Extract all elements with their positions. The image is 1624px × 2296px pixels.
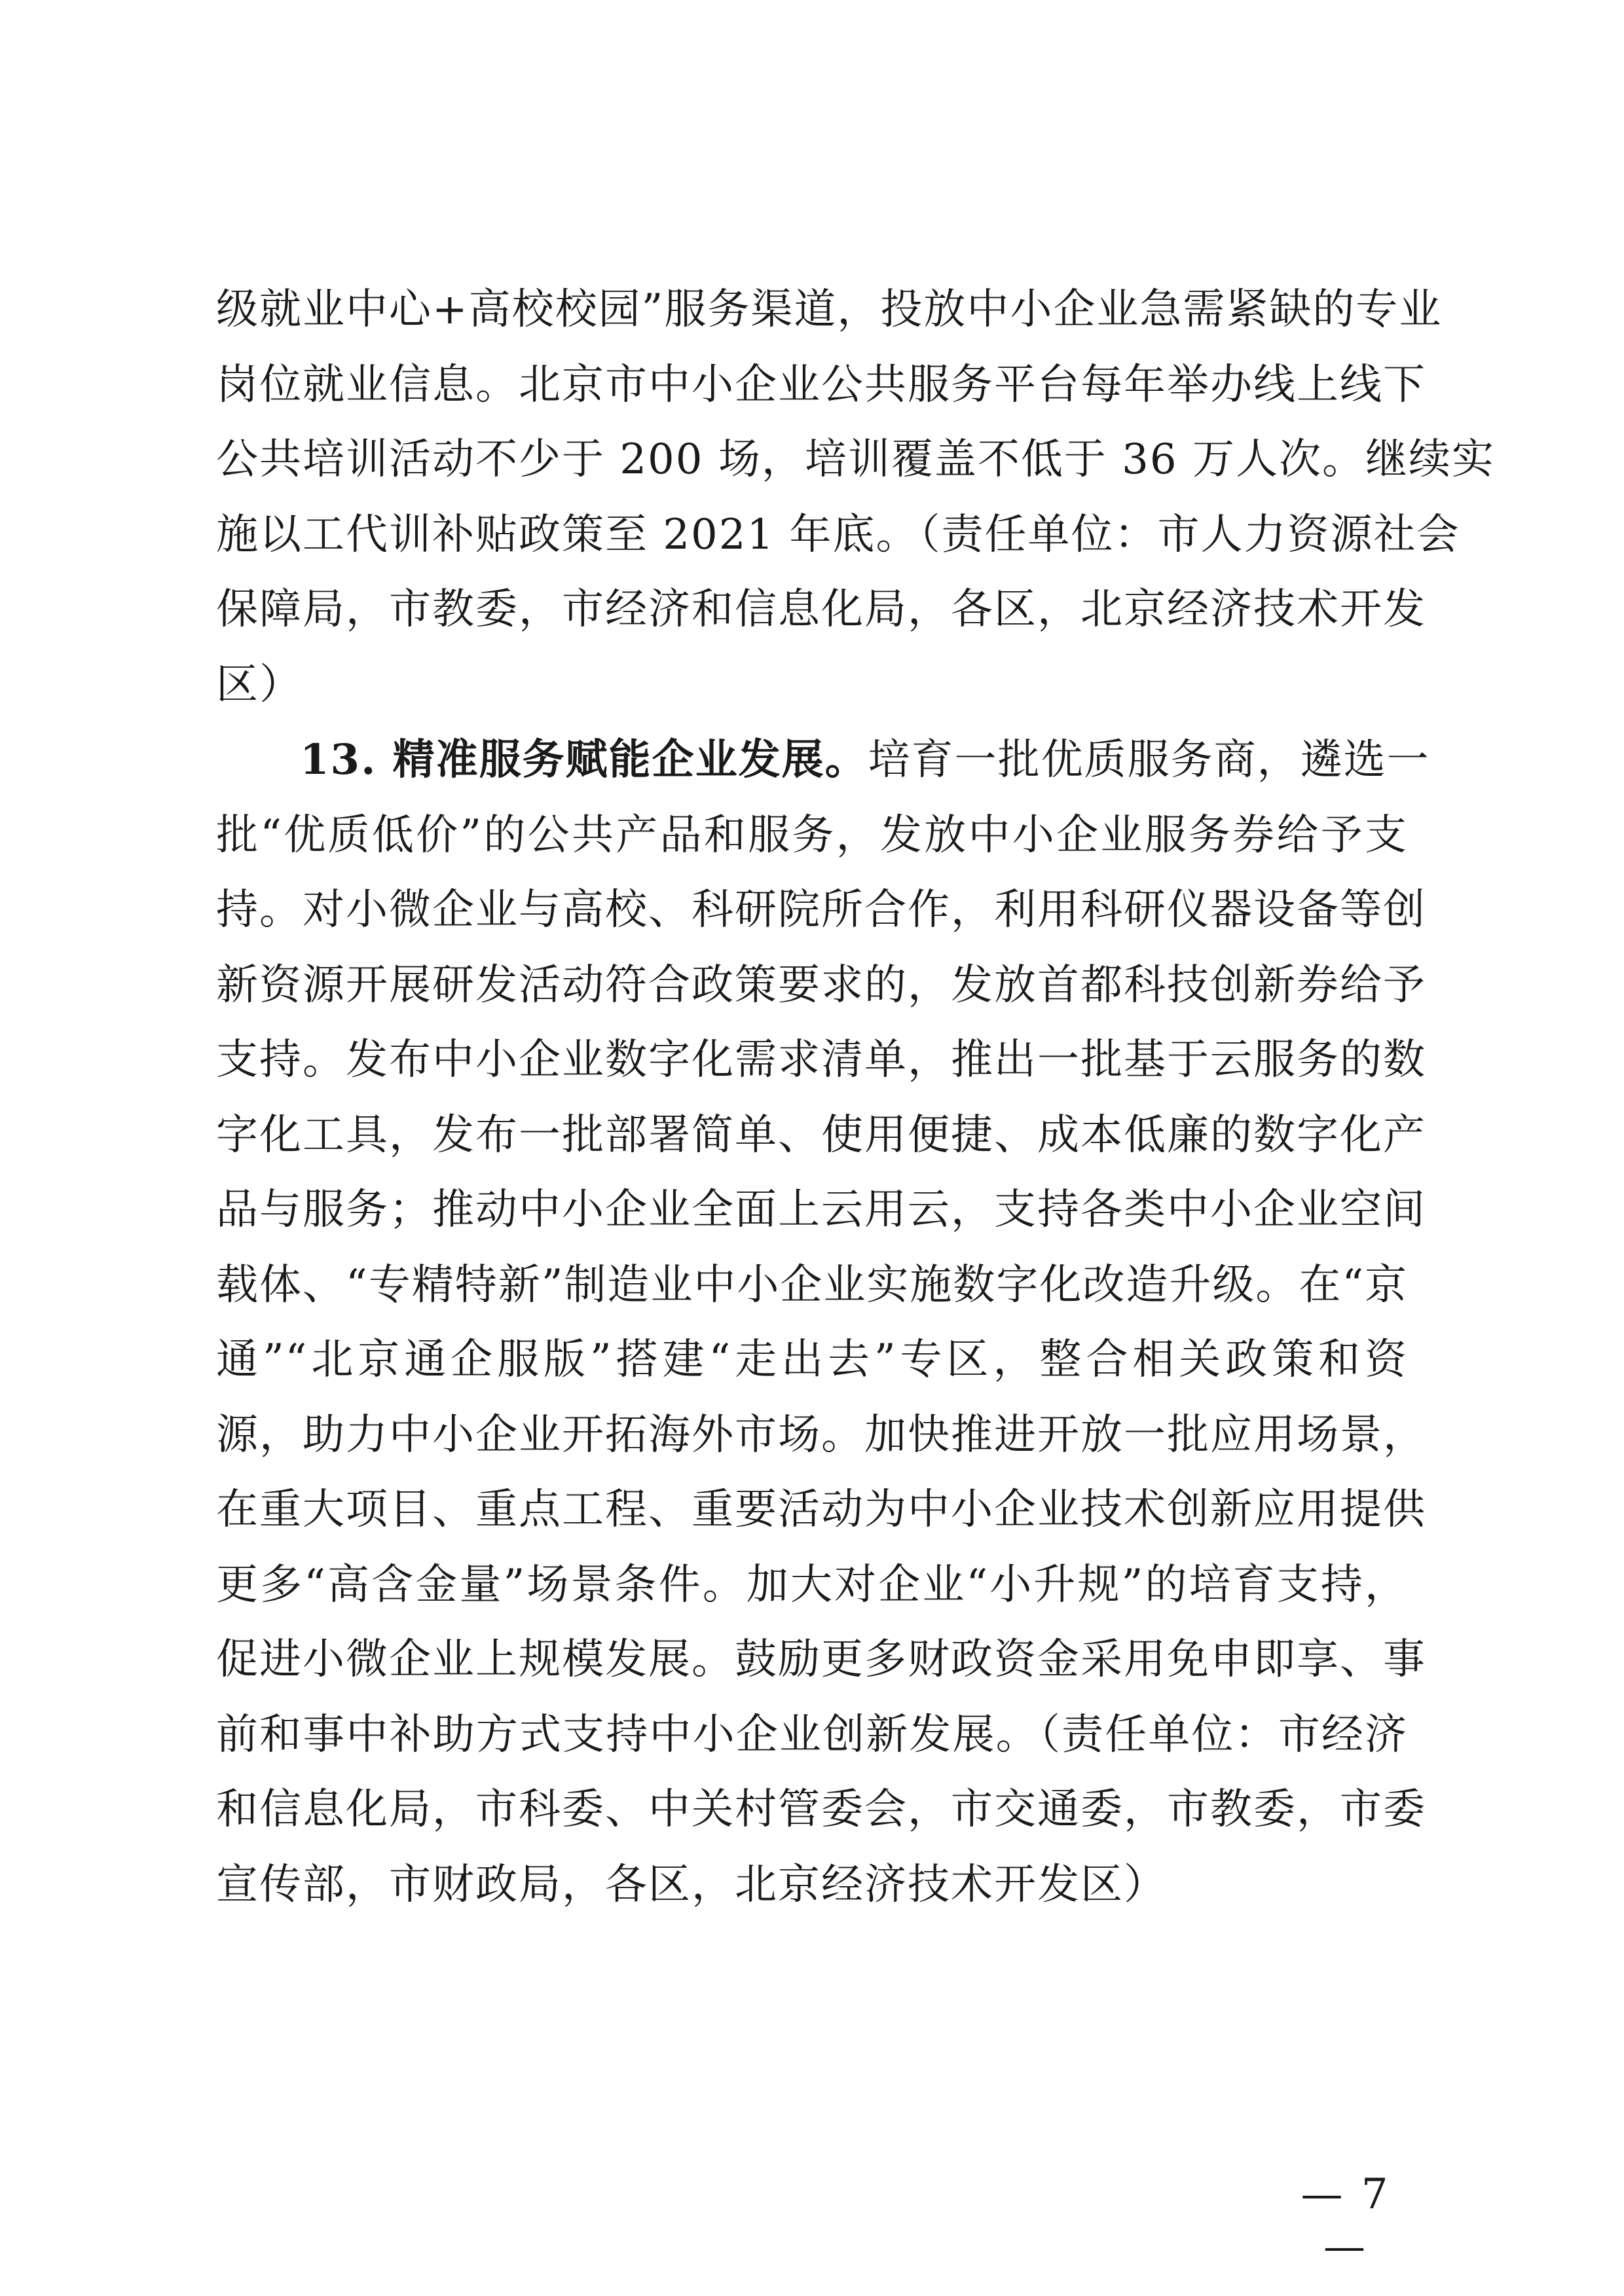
paragraph-continuation	[216, 272, 1495, 722]
text-line: 批“优质低价”的公共产品和服务，发放中小企业服务券给予支	[216, 811, 1408, 860]
text-line: 更多“高含金量”场景条件。加大对企业“小升规”的培育支持，	[216, 1560, 1408, 1609]
text-line: 品与服务；推动中小企业全面上云用云，支持各类中小企业空间	[216, 1186, 1426, 1234]
text-line: 保障局，市教委，市经济和信息化局，各区，北京经济技术开发	[216, 585, 1426, 634]
text-line: 在重大项目、重点工程、重要活动为中小企业技术创新应用提供	[216, 1485, 1426, 1534]
text-line: 级就业中心+高校校园”服务渠道，投放中小企业急需紧缺的专业	[216, 285, 1443, 334]
text-line: 持。对小微企业与高校、科研院所合作，利用科研仪器设备等创	[216, 886, 1426, 934]
text-line: 前和事中补助方式支持中小企业创新发展。（责任单位：市经济	[216, 1710, 1408, 1759]
text-line: 源，助力中小企业开拓海外市场。加快推进开放一批应用场景，	[216, 1410, 1426, 1459]
text-segment: 培育一批优质服务商，遴选一	[868, 736, 1430, 784]
text-line: 新资源开展研发活动符合政策要求的，发放首都科技创新券给予	[216, 960, 1426, 1010]
text-line: 支持。发布中小企业数字化需求清单，推出一批基于云服务的数	[216, 1036, 1426, 1084]
page-number: — 7 —	[1301, 2170, 1391, 2271]
text-line: 和信息化局，市科委、中关村管委会，市交通委，市教委，市委	[216, 1785, 1426, 1834]
text-line: 施以工代训补贴政策至 2021 年底。（责任单位：市人力资源社会	[216, 510, 1460, 559]
text-line: 公共培训活动不少于 200 场，培训覆盖不低于 36 万人次。继续实	[216, 435, 1495, 484]
text-line: 字化工具，发布一批部署简单、使用便捷、成本低廉的数字化产	[216, 1110, 1426, 1159]
paragraph-13	[216, 723, 1430, 1922]
text-line: 宣传部，市财政局，各区，北京经济技术开发区）	[216, 1860, 1167, 1909]
text-line: 区）	[216, 660, 303, 709]
text-line: 通”“北京通企服版”搭建“走出去”专区，整合相关政策和资	[216, 1336, 1408, 1384]
paragraph-first-line	[216, 723, 1430, 798]
text-line: 载体、“专精特新”制造业中小企业实施数字化改造升级。在“京	[216, 1260, 1409, 1309]
text-line: 促进小微企业上规模发展。鼓励更多财政资金采用免申即享、事	[216, 1635, 1426, 1684]
section-heading: 13. 精准服务赋能企业发展。	[300, 735, 868, 784]
text-line: 岗位就业信息。北京市中小企业公共服务平台每年举办线上线下	[216, 360, 1426, 409]
